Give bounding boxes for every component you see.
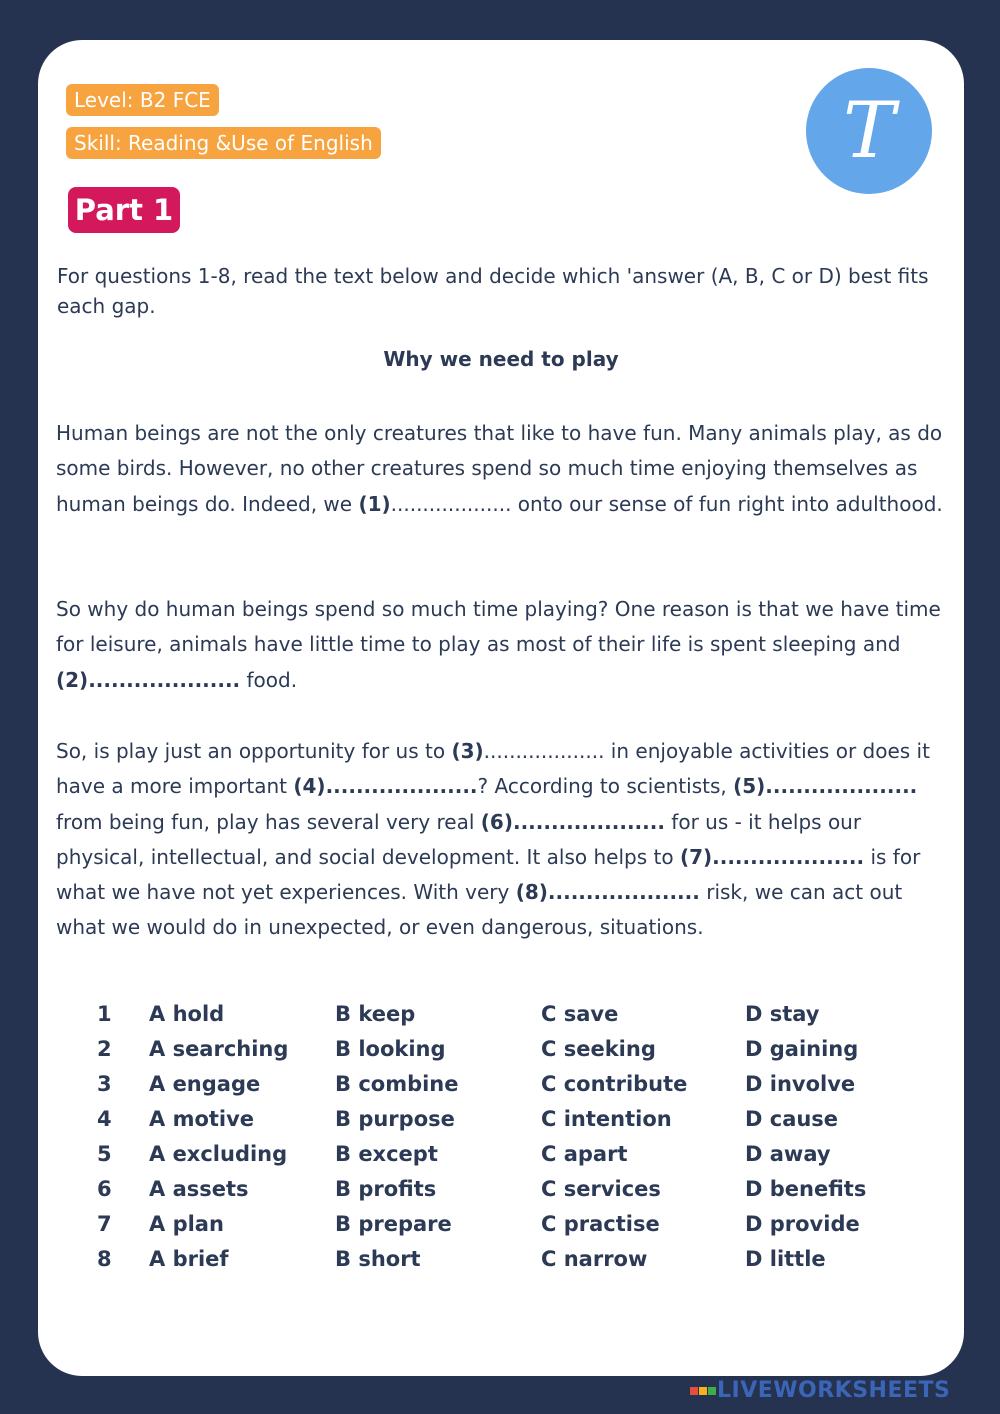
- option-b[interactable]: B short: [335, 1247, 421, 1271]
- option-row: [38, 1072, 964, 1107]
- option-row: [38, 1037, 964, 1072]
- question-number: 8: [97, 1247, 112, 1271]
- option-row: [38, 1247, 964, 1282]
- worksheet: [38, 40, 964, 1376]
- option-d[interactable]: D away: [745, 1142, 831, 1166]
- option-d[interactable]: D gaining: [745, 1037, 859, 1061]
- option-b[interactable]: B purpose: [335, 1107, 455, 1131]
- gap-8[interactable]: (8)....................: [515, 880, 700, 905]
- option-d[interactable]: D stay: [745, 1002, 820, 1026]
- gap-3-dots: ...................: [483, 739, 605, 763]
- gap-4[interactable]: (4)....................: [293, 774, 478, 799]
- option-row: [38, 1177, 964, 1212]
- option-a[interactable]: A plan: [149, 1212, 224, 1236]
- question-number: 7: [97, 1212, 112, 1236]
- paragraph-1: Human beings are not the only creatures that like to have fun. Many animals play, as do some birds. However, no other creatures spend so much time enjoying themselves as human beings do. Indeed, we (1)................... onto our sense of fun right into adulthood.: [56, 421, 943, 516]
- option-row: [38, 1002, 964, 1037]
- instructions: For questions 1-8, read the text below and decide which 'answer (A, B, C or D) best fits each gap.: [57, 264, 929, 318]
- level-tag: Level: B2 FCE: [66, 84, 219, 116]
- gap-6[interactable]: (6)....................: [480, 809, 665, 834]
- text-title: Why we need to play: [383, 347, 619, 371]
- logo-square-icon: [690, 1387, 698, 1395]
- option-row: [38, 1212, 964, 1247]
- option-b[interactable]: B looking: [335, 1037, 446, 1061]
- option-a[interactable]: A engage: [149, 1072, 261, 1096]
- logo-square-icon: [699, 1387, 707, 1395]
- question-number: 6: [97, 1177, 112, 1201]
- option-a[interactable]: A motive: [149, 1107, 255, 1131]
- logo-icon: T: [806, 68, 932, 194]
- option-b[interactable]: B profits: [335, 1177, 437, 1201]
- option-d[interactable]: D provide: [745, 1212, 860, 1236]
- option-d[interactable]: D involve: [745, 1072, 856, 1096]
- option-c[interactable]: C seeking: [541, 1037, 656, 1061]
- question-number: 1: [97, 1002, 112, 1026]
- question-number: 4: [97, 1107, 112, 1131]
- option-b[interactable]: B except: [335, 1142, 438, 1166]
- skill-tag: Skill: Reading &Use of English: [66, 127, 381, 159]
- watermark-text: LIVEWORKSHEETS: [717, 1378, 951, 1403]
- option-b[interactable]: B combine: [335, 1072, 459, 1096]
- option-a[interactable]: A searching: [149, 1037, 289, 1061]
- gap-1-dots: ...................: [390, 491, 512, 516]
- gap-2[interactable]: (2)....................: [56, 667, 241, 692]
- question-number: 5: [97, 1142, 112, 1166]
- option-b[interactable]: B keep: [335, 1002, 416, 1026]
- option-c[interactable]: C services: [541, 1177, 661, 1201]
- gap-5[interactable]: (5)....................: [733, 774, 918, 799]
- watermark: [690, 1378, 990, 1404]
- option-b[interactable]: B prepare: [335, 1212, 452, 1236]
- option-d[interactable]: D little: [745, 1247, 826, 1271]
- question-number: 2: [97, 1037, 112, 1061]
- option-a[interactable]: A brief: [149, 1247, 229, 1271]
- option-d[interactable]: D benefits: [745, 1177, 867, 1201]
- gap-7[interactable]: (7)....................: [679, 844, 865, 869]
- option-d[interactable]: D cause: [745, 1107, 839, 1131]
- option-row: [38, 1107, 964, 1142]
- option-c[interactable]: C apart: [541, 1142, 628, 1166]
- option-a[interactable]: A excluding: [149, 1142, 288, 1166]
- paragraph-3: So, is play just an opportunity for us to (3)................... in enjoyable activities or does it have a more important (4)....................? According to scientists, (5).................... from being fun, play has several very real (6).................... for us - it helps our physical, intellectual, and social development. It also helps to (7).................... is for what we have not yet experiences. With very (8).................... risk, we can act out what we would do in unexpected, or even dangerous, situations.: [56, 739, 930, 940]
- option-row: [38, 1142, 964, 1177]
- option-a[interactable]: A hold: [149, 1002, 225, 1026]
- question-number: 3: [97, 1072, 112, 1096]
- option-c[interactable]: C save: [541, 1002, 619, 1026]
- option-c[interactable]: C practise: [541, 1212, 660, 1236]
- gap-3[interactable]: (3): [451, 739, 484, 763]
- logo-square-icon: [708, 1387, 716, 1395]
- option-c[interactable]: C intention: [541, 1107, 672, 1131]
- option-c[interactable]: C narrow: [541, 1247, 648, 1271]
- option-c[interactable]: C contribute: [541, 1072, 688, 1096]
- option-a[interactable]: A assets: [149, 1177, 249, 1201]
- gap-1[interactable]: (1): [358, 491, 391, 516]
- paragraph-2: So why do human beings spend so much time playing? One reason is that we have time for leisure, animals have little time to play as most of their life is spent sleeping and (2).................... food.: [56, 597, 941, 692]
- part-badge: Part 1: [68, 187, 180, 233]
